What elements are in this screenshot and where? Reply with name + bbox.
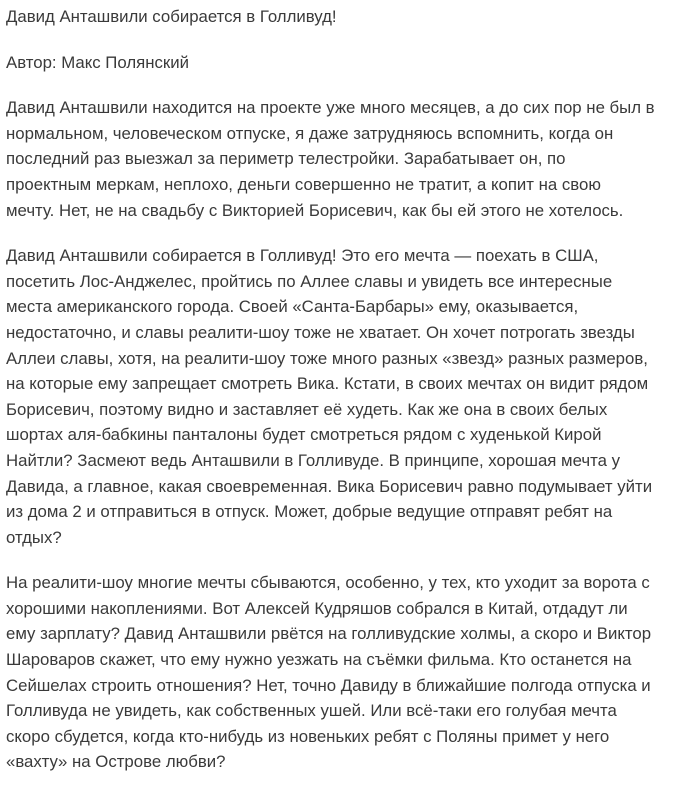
article-title: Давид Анташвили собирается в Голливуд! xyxy=(6,7,337,26)
paragraph-line: Давида, а главное, какая своевременная. Вика Борисевич равно подумывает уйти xyxy=(6,476,653,496)
paragraph-line: нормальном, человеческом отпуске, я даже затрудняюсь вспомнить, когда он xyxy=(6,123,614,143)
paragraph-line: Сейшелах строить отношения? Нет, точно Давиду в ближайшие полгода отпуска и xyxy=(6,675,651,695)
paragraph-2 xyxy=(6,243,693,550)
paragraph-line: На реалити-шоу многие мечты сбываются, особенно, у тех, кто уходит за ворота с xyxy=(6,573,650,593)
paragraph-line: проектным меркам, неплохо, деньги совершенно не тратит, а копит на свою xyxy=(6,174,601,194)
paragraph-line: хорошими накоплениями. Вот Алексей Кудряшов собрался в Китай, отдадут ли xyxy=(6,598,628,618)
paragraph-line: Давид Анташвили собирается в Голливуд! Это его мечта — поехать в США, xyxy=(6,246,599,266)
paragraph-line: Давид Анташвили находится на проекте уже много месяцев, а до сих пор не был в xyxy=(6,98,655,118)
paragraph-line: Борисевич, поэтому видно и заставляет её худеть. Как же она в своих белых xyxy=(6,399,608,419)
paragraph-line: Голливуда не увидеть, как собственных ушей. Или всё-таки его голубая мечта xyxy=(6,701,617,721)
paragraph-line: посетить Лос-Анджелес, пройтись по Аллее славы и увидеть все интересные xyxy=(6,271,613,291)
paragraph-line: шортах аля-бабкины панталоны будет смотреться рядом с худенькой Кирой xyxy=(6,425,602,445)
paragraph-line: «вахту» на Острове любви? xyxy=(6,752,226,772)
paragraph-line: ему зарплату? Давид Анташвили рвётся на голливудские холмы, а скоро и Виктор xyxy=(6,624,652,644)
paragraph-3 xyxy=(6,570,693,775)
paragraph-line: недостаточно, и славы реалити-шоу тоже не хватает. Он хочет потрогать звезды xyxy=(6,322,635,342)
paragraph-line: из дома 2 и отправиться в отпуск. Может, добрые ведущие отправят ребят на xyxy=(6,502,613,522)
paragraph-line: скоро сбудется, когда кто-нибудь из новеньких ребят с Поляны примет у него xyxy=(6,726,610,746)
article xyxy=(0,4,699,775)
article-author: Автор: Макс Полянский xyxy=(6,52,189,72)
paragraph-1 xyxy=(6,95,693,223)
paragraph-line: мечту. Нет, не на свадьбу с Викторией Борисевич, как бы ей этого не хотелось. xyxy=(6,200,624,220)
paragraph-line: Шароваров скажет, что ему нужно уезжать на съёмки фильма. Кто останется на xyxy=(6,650,632,670)
paragraph-line: последний раз выезжал за периметр телестройки. Зарабатывает он, по xyxy=(6,149,566,169)
paragraph-line: на которые ему запрещает смотреть Вика. Кстати, в своих мечтах он видит рядом xyxy=(6,374,649,394)
paragraph-line: Найтли? Засмеют ведь Анташвили в Голливуде. В принципе, хорошая мечта у xyxy=(6,450,620,470)
paragraph-line: Аллеи славы, хотя, на реалити-шоу тоже много разных «звезд» разных размеров, xyxy=(6,348,648,368)
paragraph-line: отдых? xyxy=(6,527,62,547)
paragraph-line: места американского города. Своей «Санта-Барбары» ему, оказывается, xyxy=(6,297,579,317)
